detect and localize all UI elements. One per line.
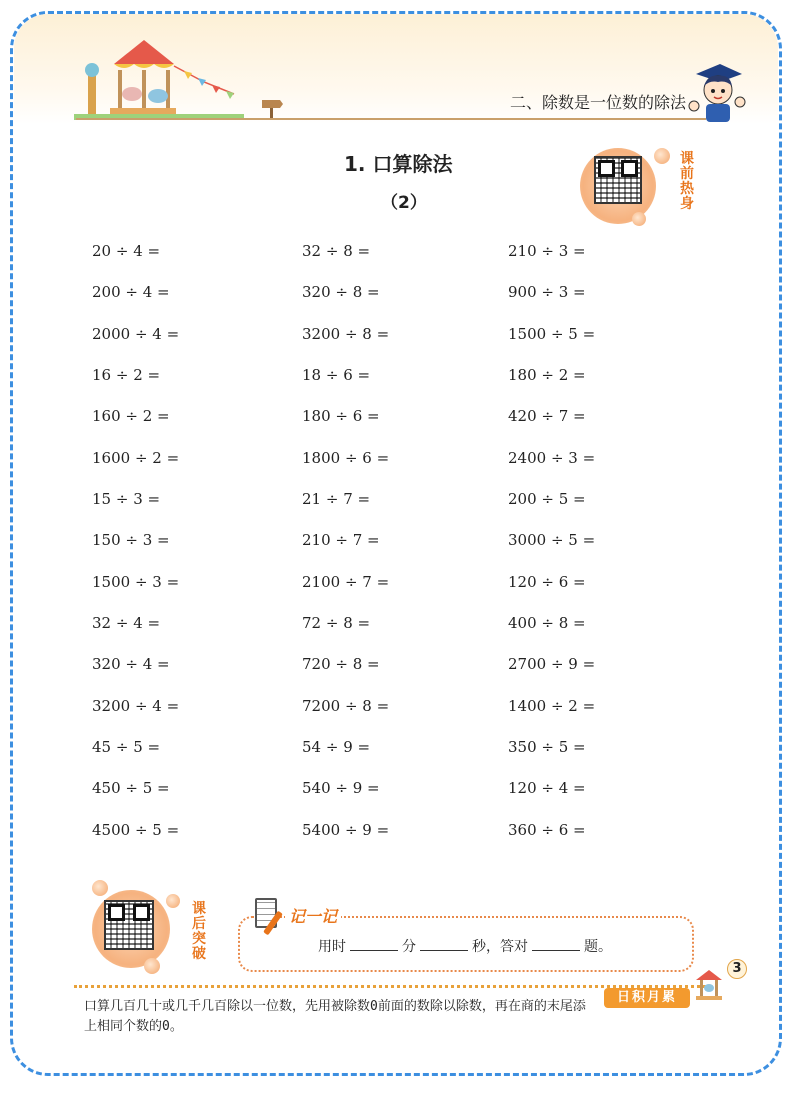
exercise-item: 120 ÷ 4 =	[508, 779, 586, 798]
exercise-row	[92, 612, 692, 653]
pre-class-label: 课前热身	[680, 151, 694, 212]
exercise-item: 210 ÷ 7 =	[302, 531, 380, 550]
exercise-item: 1500 ÷ 3 =	[92, 572, 180, 591]
exercise-row	[92, 240, 692, 281]
page-number: 3	[727, 959, 747, 979]
exercise-item: 200 ÷ 5 =	[508, 490, 586, 509]
exercise-row	[92, 488, 692, 529]
exercise-item: 7200 ÷ 8 =	[302, 696, 390, 715]
minutes-label: 分	[402, 939, 416, 955]
tip-text: 口算几百几十或几千几百除以一位数，先用被除数0前面的数除以除数，再在商的末尾添上相同个数的0。	[84, 999, 586, 1034]
exercise-item: 210 ÷ 3 =	[508, 242, 586, 260]
exercise-row	[92, 323, 692, 364]
correct-blank[interactable]	[532, 937, 580, 951]
exercise-item: 120 ÷ 6 =	[508, 572, 586, 591]
stamp-label: 日积月累	[604, 988, 690, 1008]
exercise-item: 200 ÷ 4 =	[92, 283, 170, 302]
post-class-label: 课后突破	[192, 901, 206, 962]
decor-dot	[166, 894, 180, 908]
exercise-item: 2000 ÷ 4 =	[92, 324, 180, 343]
exercise-item: 5400 ÷ 9 =	[302, 820, 390, 839]
exercise-item: 20 ÷ 4 =	[92, 242, 161, 260]
exercise-item: 2700 ÷ 9 =	[508, 655, 596, 674]
questions-label: 题。	[584, 939, 612, 955]
exercise-row	[92, 695, 692, 736]
exercise-row	[92, 281, 692, 322]
exercise-row	[92, 653, 692, 694]
decor-dot	[632, 212, 646, 226]
exercise-item: 18 ÷ 6 =	[302, 366, 371, 385]
exercise-item: 4500 ÷ 5 =	[92, 820, 180, 839]
exercise-item: 32 ÷ 4 =	[92, 614, 161, 633]
exercise-item: 1600 ÷ 2 =	[92, 448, 180, 467]
exercise-item: 320 ÷ 4 =	[92, 655, 170, 674]
exercise-row	[92, 364, 692, 405]
exercise-item: 1800 ÷ 6 =	[302, 448, 390, 467]
exercise-item: 180 ÷ 2 =	[508, 366, 586, 385]
carousel-icon	[694, 968, 724, 1000]
exercise-item: 15 ÷ 3 =	[92, 490, 161, 509]
exercise-item: 1500 ÷ 5 =	[508, 324, 596, 343]
exercise-item: 320 ÷ 8 =	[302, 283, 380, 302]
exercise-row	[92, 736, 692, 777]
exercise-item: 540 ÷ 9 =	[302, 779, 380, 798]
exercise-item: 150 ÷ 3 =	[92, 531, 170, 550]
exercise-item: 2100 ÷ 7 =	[302, 572, 390, 591]
exercise-row	[92, 777, 692, 818]
exercise-item: 3200 ÷ 4 =	[92, 696, 180, 715]
qr-code-icon[interactable]	[594, 156, 642, 204]
exercise-row	[92, 405, 692, 446]
exercise-item: 360 ÷ 6 =	[508, 820, 586, 839]
exercise-row	[92, 571, 692, 612]
signpost-icon	[260, 96, 284, 120]
exercise-item: 45 ÷ 5 =	[92, 738, 161, 757]
time-label: 用时	[318, 939, 346, 955]
exercise-item: 32 ÷ 8 =	[302, 242, 371, 260]
exercise-item: 420 ÷ 7 =	[508, 407, 586, 426]
exercise-item: 400 ÷ 8 =	[508, 614, 586, 633]
exercise-item: 180 ÷ 6 =	[302, 407, 380, 426]
lesson-title: 1. 口算除法	[344, 152, 453, 176]
note-heading: 记一记	[285, 904, 341, 927]
minutes-blank[interactable]	[350, 937, 398, 951]
exercise-item: 21 ÷ 7 =	[302, 490, 371, 509]
exercise-item: 720 ÷ 8 =	[302, 655, 380, 674]
seconds-label: 秒，答对	[472, 939, 528, 955]
exercise-item: 350 ÷ 5 =	[508, 738, 586, 757]
exercise-item: 16 ÷ 2 =	[92, 366, 161, 385]
carousel-icon	[74, 34, 244, 120]
scholar-boy-icon	[686, 62, 746, 124]
note-line	[318, 936, 612, 956]
lesson-subtitle: （2）	[381, 193, 427, 213]
exercise-item: 54 ÷ 9 =	[302, 738, 371, 757]
decor-dot	[144, 958, 160, 974]
exercise-item: 2400 ÷ 3 =	[508, 448, 596, 467]
exercise-item: 3000 ÷ 5 =	[508, 531, 596, 550]
decor-dot	[654, 148, 670, 164]
decor-dot	[92, 880, 108, 896]
seconds-blank[interactable]	[420, 937, 468, 951]
chapter-title: 二、除数是一位数的除法	[510, 93, 687, 112]
exercise-item: 72 ÷ 8 =	[302, 614, 371, 633]
exercise-grid	[92, 240, 692, 860]
qr-code-icon[interactable]	[104, 900, 154, 950]
exercise-row	[92, 819, 692, 860]
exercise-item: 450 ÷ 5 =	[92, 779, 170, 798]
exercise-item: 1400 ÷ 2 =	[508, 696, 596, 715]
exercise-item: 900 ÷ 3 =	[508, 283, 586, 302]
header-rule	[76, 118, 706, 120]
exercise-item: 3200 ÷ 8 =	[302, 324, 390, 343]
exercise-row	[92, 447, 692, 488]
exercise-row	[92, 529, 692, 570]
exercise-item: 160 ÷ 2 =	[92, 407, 170, 426]
